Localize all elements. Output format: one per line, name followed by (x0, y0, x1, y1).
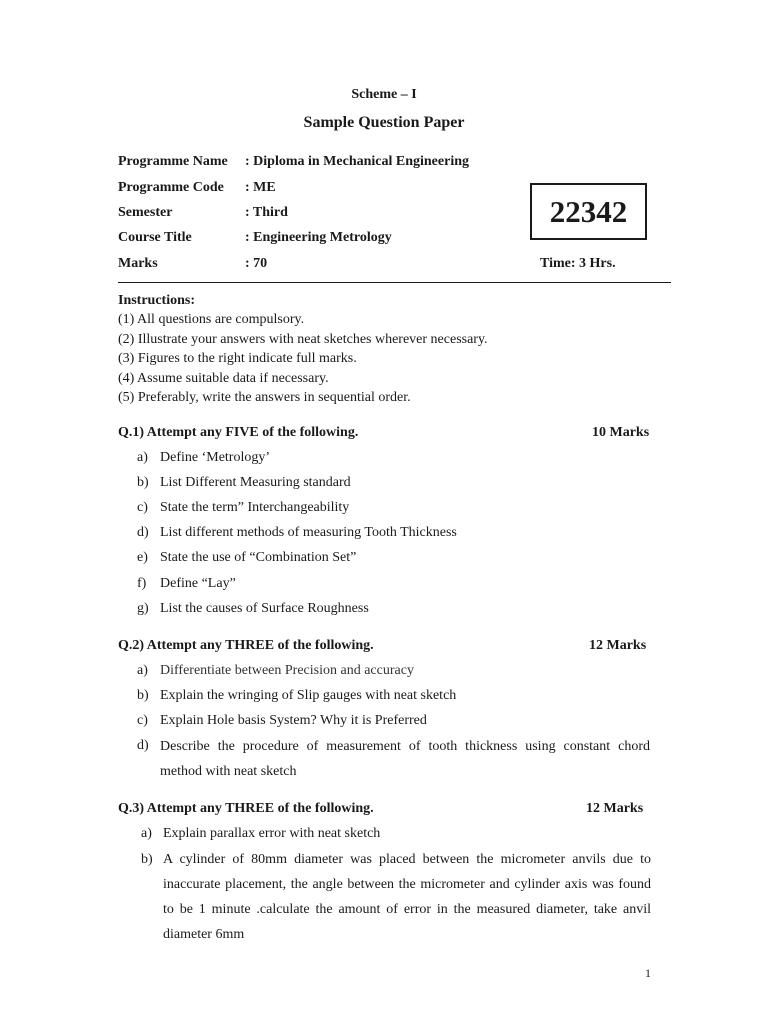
q1-item-letter: g) (137, 601, 149, 616)
q1-item-letter: e) (137, 550, 148, 565)
programme-code-value: : ME (245, 180, 276, 195)
q3-item-text: A cylinder of 80mm diameter was placed between the micrometer anvils due to inaccurate placement, the angle between the micrometer and cylinder axis was found to be 1 minute .calculate the amount of error in the measured diameter, take anvil diameter 6mm (163, 852, 651, 942)
q3-item-text: Explain parallax error with neat sketch (163, 826, 381, 841)
question-1-marks: 10 Marks (592, 425, 650, 440)
q1-item-text: List different methods of measuring Tooth Thickness (160, 525, 457, 540)
q2-item-text: Explain the wringing of Slip gauges with neat sketch (160, 688, 457, 703)
semester-label: Semester (118, 205, 173, 220)
q1-item-text: Define ‘Metrology’ (160, 450, 271, 465)
q2-item-text: Describe the procedure of measurement of tooth thickness using constant chord method with neat sketch (160, 739, 650, 779)
question-3-marks: 12 Marks (586, 801, 644, 816)
q2-item-letter: b) (137, 688, 149, 703)
marks-label: Marks (118, 256, 158, 271)
q1-item-letter: d) (137, 525, 149, 540)
q1-item-text: Define “Lay” (160, 576, 236, 591)
instructions-block (118, 291, 488, 407)
q1-item-letter: b) (137, 475, 149, 490)
q1-item-letter: f) (137, 576, 147, 591)
marks-value: : 70 (245, 256, 268, 271)
instruction-item: (5) Preferably, write the answers in sequential order. (118, 390, 411, 406)
course-title-value: : Engineering Metrology (245, 230, 392, 245)
instruction-item: (2) Illustrate your answers with neat sketches wherever necessary. (118, 331, 488, 347)
paper-title: Sample Question Paper (303, 114, 465, 131)
q3-item-letter: a) (141, 826, 152, 841)
instructions-heading: Instructions: (118, 293, 196, 308)
q1-item-letter: a) (137, 450, 148, 465)
q3-item-letter: b) (141, 852, 153, 867)
instruction-item: (3) Figures to the right indicate full marks. (118, 351, 357, 367)
programme-name-label: Programme Name (118, 154, 228, 169)
q2-item-text: Explain Hole basis System? Why it is Preferred (160, 713, 427, 728)
programme-code-label: Programme Code (118, 180, 224, 195)
instruction-item: (4) Assume suitable data if necessary. (118, 370, 329, 386)
q1-item-text: State the use of “Combination Set” (160, 550, 357, 565)
q2-item-text: Differentiate between Precision and accuracy (160, 663, 414, 678)
q2-item-letter: a) (137, 663, 148, 678)
course-title-label: Course Title (118, 230, 192, 245)
q2-item-letter: c) (137, 713, 148, 728)
programme-name-value: : Diploma in Mechanical Engineering (245, 154, 469, 169)
instruction-item: (1) All questions are compulsory. (118, 312, 305, 328)
question-1-heading: Q.1) Attempt any FIVE of the following. (118, 425, 359, 440)
page-number: 1 (645, 966, 651, 980)
question-2-marks: 12 Marks (589, 638, 647, 653)
q1-item-text: List the causes of Surface Roughness (160, 601, 369, 616)
scheme-label: Scheme – I (351, 87, 417, 102)
question-2-heading: Q.2) Attempt any THREE of the following. (118, 638, 374, 653)
q1-item-text: State the term” Interchangeability (160, 500, 350, 515)
semester-value: : Third (245, 205, 288, 220)
q1-item-text: List Different Measuring standard (160, 475, 351, 490)
time-allowed: Time: 3 Hrs. (540, 256, 616, 271)
question-3-heading: Q.3) Attempt any THREE of the following. (118, 801, 374, 816)
header-divider (118, 282, 671, 283)
q2-item-letter: d) (137, 738, 149, 753)
q1-item-letter: c) (137, 500, 148, 515)
course-code-box: 22342 (530, 183, 647, 240)
